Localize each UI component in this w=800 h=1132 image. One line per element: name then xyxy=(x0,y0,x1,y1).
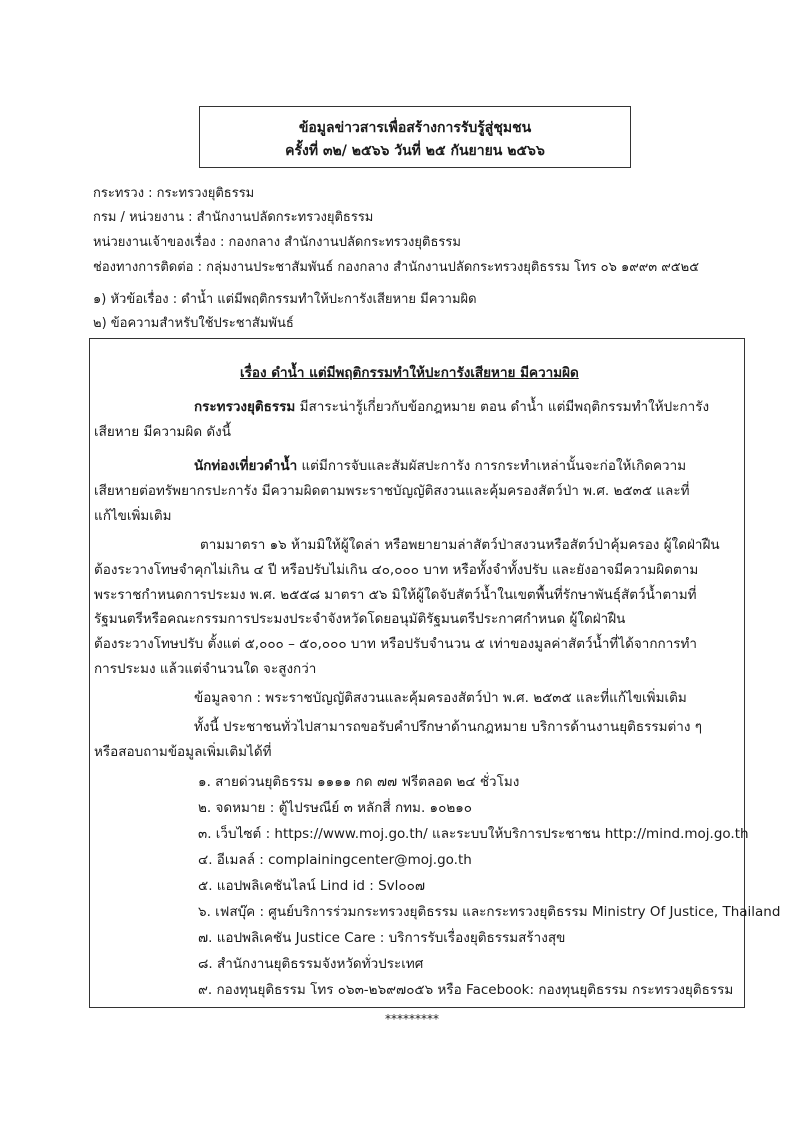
contact-line: ช่องทางการติดต่อ : กลุ่มงานประชาสัมพันธ์ กองกลาง สำนักงานปลัดกระทรวงยุติธรรม โทร ๐๖ ๑๙๙๓ ๙๕๒๕ xyxy=(93,260,700,275)
channel-item: ๖. เฟสบุ๊ค : ศูนย์บริการร่วมกระทรวงยุติธรรม และกระทรวงยุติธรรม Ministry Of Justice, Thailand xyxy=(198,904,781,920)
content-box xyxy=(89,338,781,1008)
topic-line: ๑) หัวข้อเรื่อง : ดำน้ำ แต่มีพฤติกรรมทำให้ปะการังเสียหาย มีความผิด xyxy=(93,292,477,307)
paragraph-3-line-1: ตามมาตรา ๑๖ ห้ามมิให้ผู้ใดล่า หรือพยายามล่าสัตว์ป่าสงวนหรือสัตว์ป่าคุ้มครอง ผู้ใดฝ่าฝืน xyxy=(200,537,720,553)
paragraph-1-line-2: เสียหาย มีความผิด ดังนี้ xyxy=(94,424,231,440)
pr-message-line: ๒) ข้อความสำหรับใช้ประชาสัมพันธ์ xyxy=(93,316,294,331)
department-line: กรม / หน่วยงาน : สำนักงานปลัดกระทรวงยุติธรรม xyxy=(93,210,374,225)
content-heading: เรื่อง ดำน้ำ แต่มีพฤติกรรมทำให้ปะการังเสียหาย มีความผิด xyxy=(240,365,579,381)
closing-asterisks: ********* xyxy=(385,1012,439,1026)
owner-line: หน่วยงานเจ้าของเรื่อง : กองกลาง สำนักงานปลัดกระทรวงยุติธรรม xyxy=(93,235,461,250)
channel-item: ๘. สำนักงานยุติธรรมจังหวัดทั่วประเทศ xyxy=(198,956,424,972)
channel-item: ๑. สายด่วนยุติธรรม ๑๑๑๑ กด ๗๗ ฟรีตลอด ๒๔ ชั่วโมง xyxy=(198,774,520,790)
paragraph-3-line-2: ต้องระวางโทษจำคุกไม่เกิน ๔ ปี หรือปรับไม่เกิน ๔๐,๐๐๐ บาท หรือทั้งจำทั้งปรับ และยังอาจมีความผิดตาม xyxy=(94,562,699,578)
announcement-title-box xyxy=(199,106,631,168)
channel-item: ๕. แอปพลิเคชันไลน์ Lind id : Svl๐๐๗ xyxy=(198,878,426,894)
paragraph-2-rest: แต่มีการจับและสัมผัสปะการัง การกระทำเหล่านั้นจะก่อให้เกิดความ xyxy=(297,458,687,474)
ministry-line: กระทรวง : กระทรวงยุติธรรม xyxy=(93,186,255,201)
paragraph-2-bold: นักท่องเที่ยวดำน้ำ xyxy=(194,458,298,474)
paragraph-3-line-4: รัฐมนตรีหรือคณะกรรมการประมงประจำจังหวัดโดยอนุมัติรัฐมนตรีประกาศกำหนด ผู้ใดฝ่าฝืน xyxy=(94,611,626,627)
channel-item: ๙. กองทุนยุติธรรม โทร ๐๖๓-๒๖๙๗๐๕๖ หรือ Facebook: กองทุนยุติธรรม กระทรวงยุติธรรม xyxy=(198,982,734,998)
channel-item: ๓. เว็บไซต์ : https://www.moj.go.th/ และระบบให้บริการประชาชน http://mind.moj.go.th xyxy=(198,826,749,842)
paragraph-1-bold: กระทรวงยุติธรรม xyxy=(194,399,296,415)
paragraph-4-line-1: ทั้งนี้ ประชาชนทั่วไปสามารถขอรับคำปรึกษาด้านกฎหมาย บริการด้านงานยุติธรรมต่าง ๆ xyxy=(194,719,703,735)
channel-item: ๔. อีเมลล์ : complainingcenter@moj.go.th xyxy=(198,852,472,868)
paragraph-3-line-3: พระราชกำหนดการประมง พ.ศ. ๒๕๕๘ มาตรา ๕๖ มิให้ผู้ใดจับสัตว์น้ำในเขตพื้นที่รักษาพันธุ์สัตว์น้ำตามที่ xyxy=(94,587,697,603)
paragraph-3-line-6: การประมง แล้วแต่จำนวนใด จะสูงกว่า xyxy=(94,661,317,677)
paragraph-2-line-1 xyxy=(194,454,686,476)
paragraph-2-line-2: เสียหายต่อทรัพยากรปะการัง มีความผิดตามพระราชบัญญัติสงวนและคุ้มครองสัตว์ป่า พ.ศ. ๒๕๓๕ และที่ xyxy=(94,483,690,499)
channel-item: ๗. แอปพลิเคชัน Justice Care : บริการรับเรื่องยุติธรรมสร้างสุข xyxy=(198,930,566,946)
paragraph-2-line-3: แก้ไขเพิ่มเติม xyxy=(94,508,172,524)
title-line-2: ครั้งที่ ๓๒/ ๒๕๖๖ วันที่ ๒๕ กันยายน ๒๕๖๖ xyxy=(285,143,545,159)
title-line-1: ข้อมูลข่าวสารเพื่อสร้างการรับรู้สู่ชุมชน xyxy=(298,120,532,136)
paragraph-1-line-1 xyxy=(194,395,709,417)
paragraph-4-line-2: หรือสอบถามข้อมูลเพิ่มเติมได้ที่ xyxy=(94,744,272,760)
source-line: ข้อมูลจาก : พระราชบัญญัติสงวนและคุ้มครองสัตว์ป่า พ.ศ. ๒๕๓๕ และที่แก้ไขเพิ่มเติม xyxy=(194,690,687,706)
paragraph-1-rest: มีสาระน่ารู้เกี่ยวกับข้อกฎหมาย ตอน ดำน้ำ แต่มีพฤติกรรมทำให้ปะการัง xyxy=(295,399,710,415)
channel-item: ๒. จดหมาย : ตู้ไปรษณีย์ ๓ หลักสี่ กทม. ๑๐๒๑๐ xyxy=(198,800,473,816)
paragraph-3-line-5: ต้องระวางโทษปรับ ตั้งแต่ ๕,๐๐๐ – ๕๐,๐๐๐ บาท หรือปรับจำนวน ๕ เท่าของมูลค่าสัตว์น้ำที่ได้จากการทำ xyxy=(94,636,698,652)
